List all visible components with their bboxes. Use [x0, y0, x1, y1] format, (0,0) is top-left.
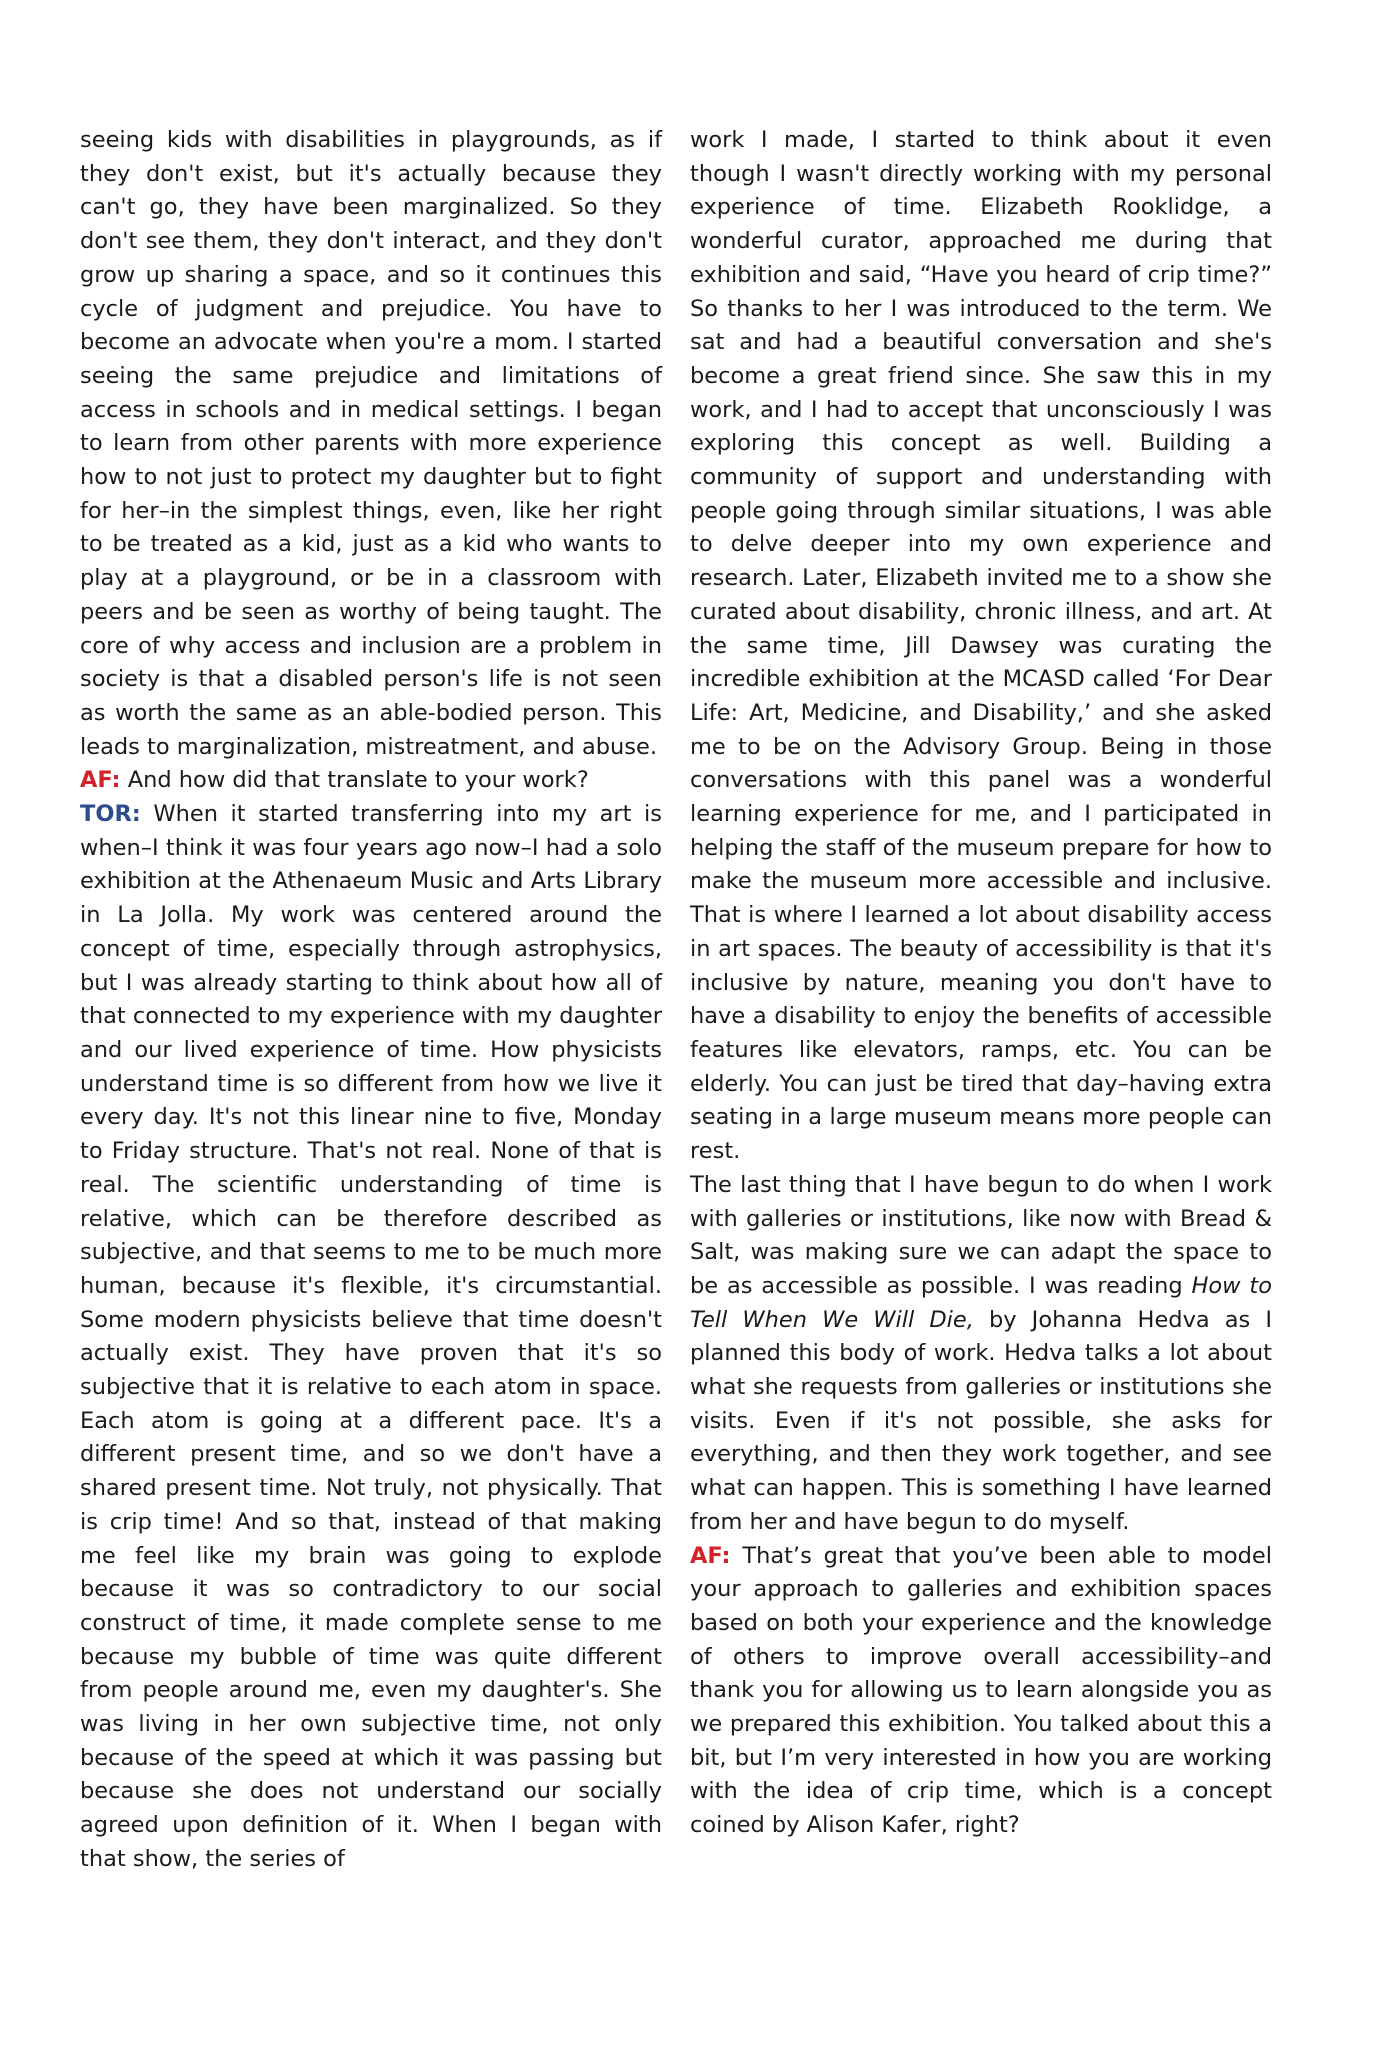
paragraph-galleries: [690, 1169, 1272, 1540]
speaker-label-af: AF:: [80, 767, 121, 794]
speaker-label-tor: TOR:: [80, 801, 141, 828]
paragraph-text-end: by Johanna Hedva as I planned this body of work. Hedva talks a lot about what she requests from galleries or institutions she visits. Even if it's not possible, she asks for everything, and then they work together, and see what can happen. This is something I have learned from her and have begun to do myself.: [690, 1306, 1272, 1535]
paragraph-text: work I made, I started to think about it even though I wasn't directly working with my personal experience of time. Elizabeth Rooklidge, a wonderful curator, approached me during that exhibition and said, “Have you heard of crip time?” So thanks to her I was introduced to the term. We sat and had a beautiful conversation and she's become a great friend since. She saw this in my work, and I had to accept that unconsciously I was exploring this concept as well. Building a community of support and understanding with people going through similar situations, I was able to delve deeper into my own experience and research. Later, Elizabeth invited me to a show she curated about disability, chronic illness, and art. At the same time, Jill Dawsey was curating the incredible exhibition at the MCASD called ‘For Dear Life: Art, Medicine, and Disability,’ and she asked me to be on the Advisory Group. Being in those conversations with this panel was a wonderful learning experience for me, and I participated in helping the staff of the museum prepare for how to make the museum more accessible and inclusive. That is where I learned a lot about disability access in art spaces. The beauty of accessibility is that it's inclusive by nature, meaning you don't have to have a disability to enjoy the benefits of accessible features like elevators, ramps, etc. You can be elderly. You can just be tired that day–having extra seating in a large museum means more people can rest.: [690, 127, 1272, 1165]
right-column: [690, 124, 1272, 1843]
question-text: That’s great that you’ve been able to model your approach to galleries and exhibition spaces based on both your experience and the knowledge of others to improve overall accessibility–and thank you for allowing us to learn alongside you as we prepared this exhibition. You talked about this a bit, but I’m very interested in how you are working with the idea of crip time, which is a concept coined by Alison Kafer, right?: [690, 1542, 1272, 1839]
question-text: And how did that translate to your work?: [120, 767, 589, 794]
book-title: How to Tell When We Will Die,: [690, 1272, 1273, 1333]
paragraph-continued: [690, 124, 1272, 1169]
speaker-label-af: AF:: [690, 1542, 731, 1569]
left-column: [80, 124, 662, 1877]
question-af-2: [690, 1540, 1272, 1843]
paragraph-intro: [80, 124, 662, 764]
paragraph-text: seeing kids with disabilities in playgrounds, as if they don't exist, but it's actually because they can't go, they have been marginalized. So they don't see them, they don't interact, and they don't grow up sharing a space, and so it continues this cycle of judgment and prejudice. You have to become an advocate when you're a mom. I started seeing the same prejudice and limitations of access in schools and in medical settings. I began to learn from other parents with more experience how to not just to protect my daughter but to fight for her–in the simplest things, even, like her right to be treated as a kid, just as a kid who wants to play at a playground, or be in a classroom with peers and be seen as worthy of being taught. The core of why access and inclusion are a problem in society is that a disabled person's life is not seen as worth the same as an able-bodied person. This leads to marginalization, mistreatment, and abuse.: [80, 127, 662, 760]
answer-tor: [80, 798, 662, 1877]
paragraph-text-start: The last thing that I have begun to do when I work with galleries or institutions, like now with Bread & Salt, was making sure we can adapt the space to be as accessible as possible. I was reading: [690, 1171, 1272, 1299]
question-af: [80, 764, 662, 798]
answer-text: When it started transferring into my art is when–I think it was four years ago now–I had a solo exhibition at the Athenaeum Music and Arts Library in La Jolla. My work was centered around the concept of time, especially through astrophysics, but I was already starting to think about how all of that connected to my experience with my daughter and our lived experience of time. How physicists understand time is so different from how we live it every day. It's not this linear nine to five, Monday to Friday structure. That's not real. None of that is real. The scientific understanding of time is relative, which can be therefore described as subjective, and that seems to me to be much more human, because it's flexible, it's circumstantial. Some modern physicists believe that time doesn't actually exist. They have proven that it's so subjective that it is relative to each atom in space. Each atom is going at a different pace. It's a different present time, and so we don't have a shared present time. Not truly, not physically. That is crip time! And so that, instead of that making me feel like my brain was going to explode because it was so contradictory to our social construct of time, it made complete sense to me because my bubble of time was quite different from people around me, even my daughter's. She was living in her own subjective time, not only because of the speed at which it was passing but because she does not understand our socially agreed upon definition of it. When I began with that show, the series of: [80, 801, 662, 1872]
